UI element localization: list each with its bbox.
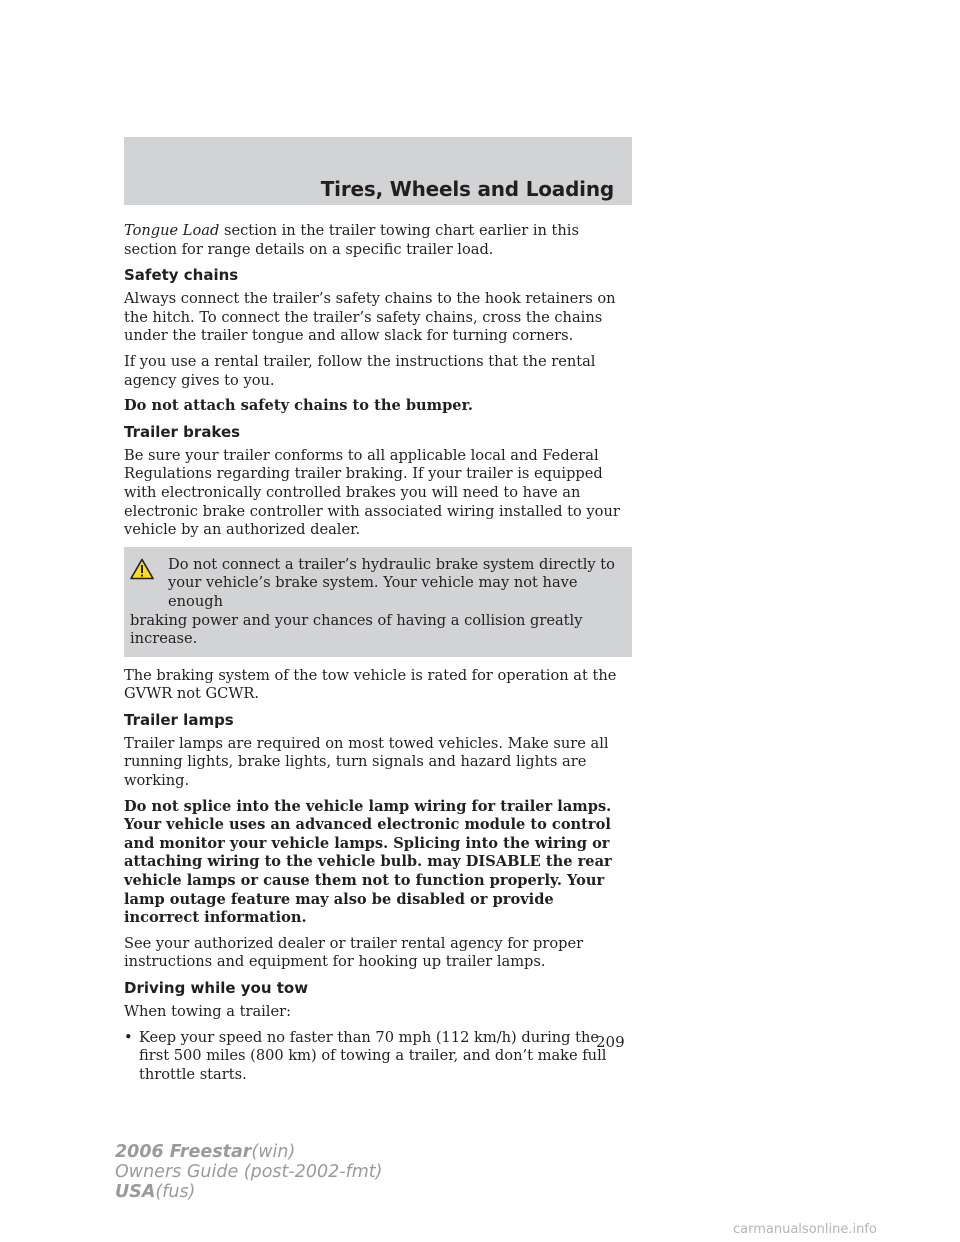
footer-model-code: (win): [251, 1142, 296, 1162]
page-content: [124, 222, 632, 1091]
list-item: [124, 1029, 632, 1085]
header-band: [124, 137, 632, 205]
footer-market-code: (fus): [155, 1182, 196, 1202]
safety-chains-p2: If you use a rental trailer, follow the instructions that the rental agency gives to you.: [124, 352, 596, 389]
bullet-text: Keep your speed no faster than 70 mph (112 km/h) during the first 500 miles (800 km) of towing a trailer, and don’t make full throttle starts.: [139, 1028, 607, 1083]
trailer-lamps-p2: See your authorized dealer or trailer rental agency for proper instructions and equipment for hooking up trailer lamps.: [124, 934, 584, 971]
page-number: 209: [596, 1033, 625, 1051]
watermark: carmanualsonline.info: [733, 1222, 877, 1237]
footer-guide: Owners Guide (post-2002-fmt): [115, 1162, 383, 1182]
safety-chains-p1: Always connect the trailer’s safety chains to the hook retainers on the hitch. To connect the trailer’s safety chains, cross the chains under the trailer tongue and allow slack for turning corners.: [124, 290, 616, 345]
warning-text-continued: braking power and your chances of having a collision greatly increase.: [130, 611, 583, 648]
trailer-brakes-p1: Be sure your trailer conforms to all applicable local and Federal Regulations regarding trailer braking. If your trailer is equipped with electronically controlled brakes you will need to have an electronic brake controller with associated wiring installed to your vehicle by an authorized dealer.: [124, 446, 620, 539]
warning-triangle-icon: [130, 556, 168, 612]
driving-p1: When towing a trailer:: [124, 1003, 292, 1020]
intro-paragraph: [124, 222, 632, 259]
footer-model: 2006 Freestar: [115, 1142, 252, 1162]
tongue-load-ref: Tongue Load: [124, 222, 220, 239]
safety-chains-bold: Do not attach safety chains to the bumper.: [124, 397, 473, 415]
footer-market: USA: [115, 1182, 156, 1202]
section-title: Tires, Wheels and Loading: [320, 177, 614, 201]
warning-text: Do not connect a trailer’s hydraulic brake system directly to your vehicle’s brake system. Your vehicle may not have enough: [168, 555, 615, 610]
trailer-lamps-p1: Trailer lamps are required on most towed vehicles. Make sure all running lights, brake lights, turn signals and hazard lights are working.: [124, 734, 609, 790]
trailer-lamps-bold: Do not splice into the vehicle lamp wiring for trailer lamps. Your vehicle uses an advanced electronic module to control and monitor your vehicle lamps. Splicing into the wiring or attaching wiring to the vehicle bulb. may DISABLE the rear vehicle lamps or cause them not to function properly. Your lamp outage feature may also be disabled or provide incorrect information.: [124, 797, 612, 927]
driving-heading: Driving while you tow: [124, 979, 309, 997]
trailer-brakes-heading: Trailer brakes: [124, 422, 241, 441]
footer: [115, 1142, 382, 1202]
intro-text: section in the trailer towing chart earlier in this section for range details on a specific trailer load.: [124, 222, 579, 258]
safety-chains-heading: Safety chains: [124, 266, 239, 285]
bullet-icon: •: [124, 1028, 133, 1046]
warning-box: [124, 547, 632, 657]
trailer-brakes-p2: The braking system of the tow vehicle is rated for operation at the GVWR not GCWR.: [124, 666, 617, 703]
trailer-lamps-heading: Trailer lamps: [124, 710, 234, 729]
